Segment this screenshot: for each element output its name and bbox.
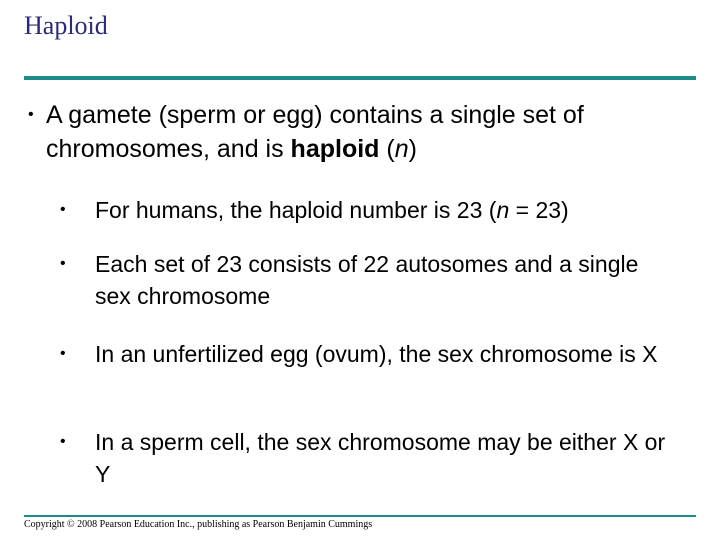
n-symbol: n bbox=[496, 197, 510, 223]
sub-bullet-text: In a sperm cell, the sex chromosome may be either X or Y bbox=[95, 429, 666, 487]
main-bullet-text-part: ( bbox=[379, 135, 395, 163]
copyright-footer: Copyright © 2008 Pearson Education Inc., publishing as Pearson Benjamin Cummings bbox=[24, 519, 373, 530]
main-bullet-text bbox=[46, 98, 688, 166]
main-bullet-text-part: A gamete (sperm or egg) contains a single set of chromosomes, and is bbox=[46, 101, 584, 163]
main-bullet-text-part: ) bbox=[408, 135, 417, 163]
sub-bullet-egg bbox=[60, 338, 680, 370]
title-divider bbox=[24, 76, 696, 80]
sub-bullet-text bbox=[95, 194, 680, 226]
footer-divider bbox=[24, 515, 696, 517]
bullet-marker: • bbox=[60, 345, 66, 362]
sub-bullet-haploid-number bbox=[60, 194, 680, 226]
bullet-marker: • bbox=[28, 106, 34, 123]
sub-bullet-text-part: For humans, the haploid number is 23 ( bbox=[95, 197, 497, 223]
n-symbol: n bbox=[394, 135, 409, 163]
bullet-marker: • bbox=[60, 255, 66, 272]
bullet-marker: • bbox=[60, 433, 66, 450]
main-bullet bbox=[28, 98, 688, 166]
bullet-marker: • bbox=[60, 201, 66, 218]
sub-bullet-text: In an unfertilized egg (ovum), the sex chromosome is X bbox=[95, 341, 658, 367]
sub-bullet-text-part: = 23) bbox=[509, 197, 569, 223]
sub-bullet-sperm bbox=[60, 426, 680, 490]
sub-bullet-autosomes bbox=[60, 248, 680, 312]
sub-bullet-text: Each set of 23 consists of 22 autosomes and a single sex chromosome bbox=[95, 251, 639, 309]
haploid-term: haploid bbox=[290, 135, 380, 163]
slide-title: Haploid bbox=[24, 11, 108, 40]
